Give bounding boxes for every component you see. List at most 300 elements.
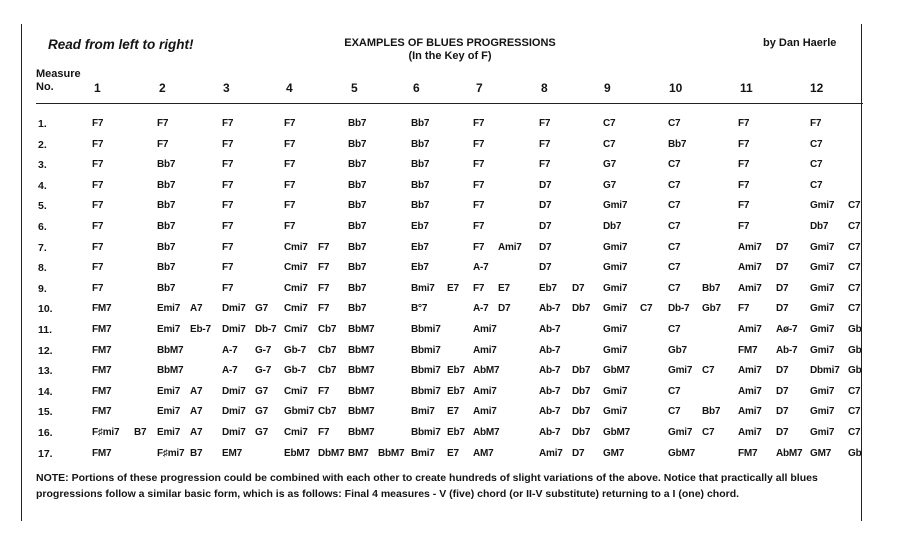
chord-cell: G-7 (255, 344, 272, 356)
table-row (0, 406, 900, 420)
chord-cell: G7 (603, 179, 616, 191)
chord-cell: F7 (222, 179, 234, 191)
chord-cell: Db7 (572, 365, 591, 377)
footnote: NOTE: Portions of these progression could be combined with each other to create hundreds of slight variations of the above. Notice that practically all blues progressions follow a similar basic form, which is as follows: Final 4 measures - V (five) chord (or II-V substitute) returning to a I (one) chord. (36, 472, 818, 500)
header-rule (36, 103, 863, 104)
chord-cell: AM7 (473, 447, 494, 459)
table-row (0, 427, 900, 441)
chord-cell: Gmi7 (603, 241, 628, 253)
chord-cell: Gb (848, 365, 862, 377)
table-row (0, 242, 900, 256)
table-row (0, 221, 900, 235)
chord-cell: C7 (668, 262, 681, 274)
chord-cell: Bb7 (411, 118, 430, 129)
chord-cell: G7 (255, 427, 268, 438)
chord-cell: Cmi7 (284, 385, 308, 397)
chord-cell: F7 (473, 159, 485, 171)
chord-cell: Bmi7 (411, 406, 435, 418)
chord-cell: C7 (810, 159, 823, 171)
chord-cell: Cmi7 (284, 282, 308, 294)
chord-cell: Ami7 (738, 262, 762, 274)
chord-cell: B°7 (411, 303, 428, 315)
chord-cell: D7 (776, 282, 789, 294)
chord-cell: Bb7 (668, 138, 687, 150)
chord-cell: Emi7 (157, 303, 181, 315)
chord-cell: F7 (92, 200, 104, 212)
chord-cell: FM7 (92, 324, 112, 335)
chord-cell: F♯mi7 (92, 427, 120, 438)
chord-cell: D7 (539, 179, 552, 191)
chord-cell: C7 (668, 282, 681, 294)
chord-cell: C7 (668, 406, 681, 418)
chord-cell: D7 (776, 406, 789, 418)
chord-cell: BbM7 (348, 427, 375, 438)
chord-cell: Bb7 (702, 406, 721, 418)
row-number: 14. (38, 385, 53, 398)
chord-cell: Ab-7 (539, 324, 561, 335)
chord-cell: C7 (702, 427, 715, 438)
chord-cell: F7 (738, 221, 750, 232)
chord-cell: B7 (190, 447, 203, 459)
chord-cell: Gb-7 (284, 344, 306, 356)
chord-cell: Ab-7 (539, 365, 561, 377)
chord-cell: Dmi7 (222, 385, 246, 397)
chord-cell: Bbmi7 (411, 427, 441, 438)
chord-cell: Cb7 (318, 406, 337, 418)
chord-cell: D7 (539, 241, 552, 253)
measure-number-3: 3 (223, 81, 230, 95)
measure-number-12: 12 (810, 81, 824, 95)
chord-cell: E7 (498, 282, 510, 294)
chord-cell: BbM7 (348, 344, 375, 356)
chord-cell: E7 (447, 282, 459, 294)
chord-cell: C7 (668, 159, 681, 171)
chord-cell: Gmi7 (668, 365, 693, 377)
chord-cell: D7 (776, 241, 789, 253)
chord-cell: A7 (190, 385, 203, 397)
measure-label-line1: Measure (36, 68, 81, 80)
chord-cell: Bb7 (411, 138, 430, 150)
chord-cell: A7 (190, 427, 203, 438)
chord-cell: F7 (92, 282, 104, 294)
chord-cell: C7 (848, 262, 861, 274)
chord-cell: Bb7 (157, 282, 176, 294)
chord-cell: C7 (848, 406, 861, 418)
chord-cell: Eb7 (411, 262, 429, 274)
measure-number-11: 11 (740, 81, 753, 95)
chord-cell: Cb7 (318, 344, 337, 356)
chord-cell: Bb7 (348, 118, 367, 129)
chord-cell: Bmi7 (411, 282, 435, 294)
chord-cell: Bb7 (157, 241, 176, 253)
chord-cell: Ami7 (738, 427, 762, 438)
chord-cell: F7 (284, 221, 296, 232)
chord-cell: FM7 (92, 344, 112, 356)
table-row (0, 345, 900, 359)
chord-cell: A-7 (473, 262, 489, 274)
row-number: 13. (38, 365, 53, 378)
chord-cell: Ami7 (473, 344, 497, 356)
chord-cell: Db7 (603, 221, 622, 232)
chord-cell: Dmi7 (222, 427, 246, 438)
chord-cell: C7 (848, 303, 861, 315)
chord-cell: F7 (284, 179, 296, 191)
measure-number-1: 1 (94, 81, 101, 95)
chord-cell: Bmi7 (411, 447, 435, 459)
chord-cell: F7 (473, 282, 485, 294)
chord-cell: F7 (92, 118, 104, 129)
chord-cell: Ami7 (738, 282, 762, 294)
row-number: 6. (38, 221, 47, 233)
chord-cell: AbM7 (776, 447, 803, 459)
table-row (0, 386, 900, 400)
measure-number-2: 2 (159, 81, 166, 95)
chord-cell: AbM7 (473, 365, 500, 377)
table-row (0, 118, 900, 132)
document-title (295, 37, 605, 63)
chord-cell: C7 (848, 200, 861, 212)
chord-cell: C7 (603, 118, 616, 129)
row-number: 12. (38, 344, 53, 357)
row-number: 7. (38, 241, 47, 254)
chord-cell: Bb7 (348, 200, 367, 212)
chord-cell: FM7 (92, 303, 112, 315)
chord-cell: Ab-7 (539, 427, 561, 438)
chord-cell: F7 (222, 262, 234, 274)
chord-cell: EM7 (222, 447, 242, 459)
chord-cell: Gbmi7 (284, 406, 315, 418)
chord-cell: Ami7 (738, 406, 762, 418)
chord-cell: Gmi7 (603, 344, 628, 356)
row-number: 1. (38, 118, 47, 130)
chord-cell: C7 (668, 324, 681, 335)
chord-cell: G7 (255, 385, 268, 397)
chord-cell: Cmi7 (284, 324, 308, 335)
chord-cell: Ami7 (498, 241, 522, 253)
chord-cell: Gmi7 (603, 200, 628, 212)
chord-cell: Bbmi7 (411, 344, 441, 356)
chord-cell: F7 (539, 159, 551, 171)
measure-label-line2: No. (36, 81, 54, 93)
row-number: 3. (38, 159, 47, 172)
chord-cell: Emi7 (157, 406, 181, 418)
chord-cell: Gb (848, 344, 862, 356)
chord-cell: Cmi7 (284, 427, 308, 438)
chord-cell: GM7 (810, 447, 832, 459)
chord-cell: Bb7 (348, 262, 367, 274)
chord-cell: Ami7 (738, 241, 762, 253)
chord-cell: Gmi7 (810, 282, 835, 294)
chord-cell: F7 (738, 303, 750, 315)
chord-cell: Ab-7 (776, 344, 798, 356)
chord-cell: F7 (92, 241, 104, 253)
chord-cell: F7 (92, 262, 104, 274)
chord-cell: FM7 (738, 447, 758, 459)
chord-cell: F7 (473, 138, 485, 150)
chord-cell: G-7 (255, 365, 272, 377)
chord-cell: Bb7 (348, 138, 367, 150)
chord-cell: F7 (92, 221, 104, 232)
measure-number-9: 9 (604, 81, 611, 95)
table-row (0, 324, 900, 338)
chord-cell: F7 (473, 241, 485, 253)
chord-cell: F7 (738, 179, 750, 191)
chord-cell: Bb7 (348, 221, 367, 232)
table-row (0, 139, 900, 153)
chord-cell: FM7 (92, 365, 112, 377)
chord-cell: Bb7 (348, 241, 367, 253)
chord-cell: Aø-7 (776, 324, 798, 335)
author-credit: by Dan Haerle (763, 37, 837, 49)
chord-cell: Bbmi7 (411, 365, 441, 377)
table-row (0, 159, 900, 173)
chord-cell: D7 (539, 262, 552, 274)
chord-cell: Bb7 (157, 200, 176, 212)
chord-cell: C7 (668, 385, 681, 397)
chord-cell: BM7 (348, 447, 369, 459)
table-row (0, 365, 900, 379)
chord-cell: Db7 (572, 427, 591, 438)
chord-cell: Bbmi7 (411, 385, 441, 397)
chord-cell: C7 (668, 241, 681, 253)
chord-cell: Gb (848, 447, 862, 459)
chord-cell: F7 (738, 200, 750, 212)
chord-cell: F7 (284, 159, 296, 171)
chord-cell: FM7 (92, 447, 112, 459)
row-number: 4. (38, 179, 47, 192)
chord-cell: C7 (848, 427, 861, 438)
chord-cell: Gmi7 (603, 406, 628, 418)
chord-cell: Bb7 (157, 159, 176, 171)
row-number: 8. (38, 262, 47, 275)
chord-cell: E7 (447, 406, 459, 418)
chord-cell: BbM7 (157, 344, 184, 356)
chord-cell: Gmi7 (810, 303, 835, 315)
chord-cell: Db7 (810, 221, 829, 232)
chord-cell: D7 (572, 447, 585, 459)
chord-cell: Gmi7 (810, 385, 835, 397)
chord-cell: C7 (640, 303, 653, 315)
chord-cell: GbM7 (668, 447, 695, 459)
chord-cell: FM7 (92, 406, 112, 418)
chord-cell: Bb7 (348, 159, 367, 171)
chord-cell: Ami7 (473, 324, 497, 335)
chord-cell: F7 (284, 118, 296, 129)
chord-cell: F7 (539, 138, 551, 150)
chord-cell: Gmi7 (603, 303, 628, 315)
chord-cell: Gb7 (702, 303, 721, 315)
chord-cell: A7 (190, 406, 203, 418)
chord-cell: F7 (318, 303, 330, 315)
measure-number-7: 7 (476, 81, 483, 95)
chord-cell: Gmi7 (603, 282, 628, 294)
chord-cell: F♯mi7 (157, 447, 185, 459)
chord-cell: D7 (539, 221, 552, 232)
chord-cell: F7 (318, 241, 330, 253)
row-number: 10. (38, 303, 53, 316)
chord-cell: EbM7 (284, 447, 310, 459)
chord-cell: Cmi7 (284, 262, 308, 274)
row-number: 11. (38, 324, 53, 336)
chord-cell: F7 (473, 200, 485, 212)
chord-cell: F7 (738, 159, 750, 171)
chord-cell: D7 (572, 282, 585, 294)
chord-cell: Gmi7 (810, 324, 835, 335)
chord-cell: C7 (668, 221, 681, 232)
row-number: 9. (38, 282, 47, 295)
chord-cell: Db7 (572, 303, 591, 315)
chord-cell: F7 (157, 138, 169, 150)
chord-cell: F7 (222, 241, 234, 253)
chord-cell: BbM7 (348, 406, 375, 418)
measure-number-4: 4 (286, 81, 293, 95)
chord-cell: Cb7 (318, 324, 337, 335)
chord-cell: Bb7 (411, 159, 430, 171)
chord-cell: BbM7 (348, 385, 375, 397)
chord-cell: F7 (318, 262, 330, 274)
row-number: 15. (38, 406, 53, 419)
chord-cell: C7 (603, 138, 616, 150)
chord-cell: C7 (848, 385, 861, 397)
chord-cell: Db7 (572, 385, 591, 397)
chord-cell: Ami7 (738, 365, 762, 377)
chord-cell: Eb7 (447, 427, 465, 438)
chord-cell: Dbmi7 (810, 365, 840, 377)
chord-cell: C7 (810, 138, 823, 150)
chord-cell: Emi7 (157, 427, 181, 438)
chord-cell: F7 (92, 138, 104, 150)
measure-number-8: 8 (541, 81, 548, 95)
measure-number-6: 6 (413, 81, 420, 95)
chord-cell: C7 (848, 221, 861, 232)
chord-cell: Db-7 (668, 303, 690, 315)
chord-cell: F7 (318, 282, 330, 294)
chord-cell: Bb7 (157, 221, 176, 232)
chord-cell: C7 (668, 118, 681, 129)
chord-cell: F7 (222, 118, 234, 129)
chord-cell: Ami7 (473, 406, 497, 418)
chord-cell: F7 (284, 138, 296, 150)
row-number: 17. (38, 447, 53, 460)
chord-cell: Eb7 (411, 241, 429, 253)
chord-cell: FM7 (92, 385, 112, 397)
chord-cell: E7 (447, 447, 459, 459)
chord-cell: F7 (222, 138, 234, 150)
chord-cell: Emi7 (157, 385, 181, 397)
chord-cell: Gb7 (668, 344, 687, 356)
chord-cell: F7 (810, 118, 822, 129)
chord-cell: Gmi7 (810, 406, 835, 418)
chord-cell: GbM7 (603, 365, 630, 377)
chord-cell: Gmi7 (810, 427, 835, 438)
chord-cell: B7 (134, 427, 147, 438)
chord-cell: F7 (318, 427, 330, 438)
chord-cell: Gmi7 (603, 262, 628, 274)
chord-cell: F7 (92, 179, 104, 191)
chord-cell: Bb7 (348, 303, 367, 315)
chord-cell: C7 (848, 241, 861, 253)
measure-column-label (36, 68, 81, 94)
chord-cell: F7 (539, 118, 551, 129)
read-direction-text: Read from left to right! (48, 37, 194, 52)
chord-cell: D7 (776, 427, 789, 438)
chord-cell: BbM7 (348, 324, 375, 335)
chord-cell: BbM7 (348, 365, 375, 377)
chord-cell: Bb7 (702, 282, 721, 294)
chord-cell: GM7 (603, 447, 625, 459)
chord-cell: D7 (776, 262, 789, 274)
chord-cell: Ami7 (738, 385, 762, 397)
chord-cell: F7 (738, 138, 750, 150)
chord-cell: Ami7 (738, 324, 762, 335)
measure-number-10: 10 (669, 81, 683, 95)
subtitle-line: (In the Key of F) (408, 50, 492, 62)
chord-cell: Ab-7 (539, 344, 561, 356)
chord-cell: Cb7 (318, 365, 337, 377)
chord-cell: F7 (473, 221, 485, 232)
chord-cell: A-7 (222, 365, 238, 377)
chord-cell: Bb7 (157, 262, 176, 274)
chord-cell: Bb7 (157, 179, 176, 191)
chord-cell: G7 (603, 159, 616, 171)
chord-cell: A-7 (473, 303, 489, 315)
chord-cell: C7 (810, 179, 823, 191)
chord-cell: F7 (222, 200, 234, 212)
table-row (0, 303, 900, 317)
chord-cell: F7 (473, 118, 485, 129)
row-number: 16. (38, 427, 53, 439)
chord-cell: GbM7 (603, 427, 630, 438)
chord-cell: A7 (190, 303, 203, 315)
chord-cell: Gb (848, 324, 862, 335)
chord-cell: BbM7 (157, 365, 184, 377)
chord-cell: C7 (848, 282, 861, 294)
chord-cell: Gmi7 (668, 427, 693, 438)
chord-cell: F7 (222, 159, 234, 171)
chord-cell: D7 (539, 200, 552, 212)
chord-cell: Ami7 (539, 447, 563, 459)
row-number: 5. (38, 200, 47, 213)
chord-cell: C7 (702, 365, 715, 377)
chord-cell: Ab-7 (539, 406, 561, 418)
chord-cell: D7 (498, 303, 511, 315)
chord-cell: Bb7 (348, 179, 367, 191)
chord-cell: C7 (668, 200, 681, 212)
chord-cell: C7 (668, 179, 681, 191)
chord-cell: D7 (776, 303, 789, 315)
title-line: EXAMPLES OF BLUES PROGRESSIONS (344, 37, 556, 49)
chord-cell: Eb7 (447, 365, 465, 377)
chord-cell: F7 (473, 179, 485, 191)
chord-cell: Gmi7 (810, 241, 835, 253)
chord-cell: Bb7 (348, 282, 367, 294)
table-row (0, 448, 900, 462)
chord-cell: Eb-7 (190, 324, 211, 335)
chord-cell: Gmi7 (810, 344, 835, 356)
chord-cell: Gmi7 (603, 324, 628, 335)
chord-cell: F7 (157, 118, 169, 129)
chord-cell: BbM7 (378, 447, 405, 459)
chord-cell: Bb7 (411, 179, 430, 191)
chord-cell: D7 (776, 385, 789, 397)
chord-cell: Bbmi7 (411, 324, 441, 335)
chord-cell: G7 (255, 303, 268, 315)
chord-cell: Eb7 (411, 221, 429, 232)
chord-cell: D7 (776, 365, 789, 377)
chord-cell: G7 (255, 406, 268, 418)
chord-cell: Ab-7 (539, 385, 561, 397)
table-row (0, 180, 900, 194)
